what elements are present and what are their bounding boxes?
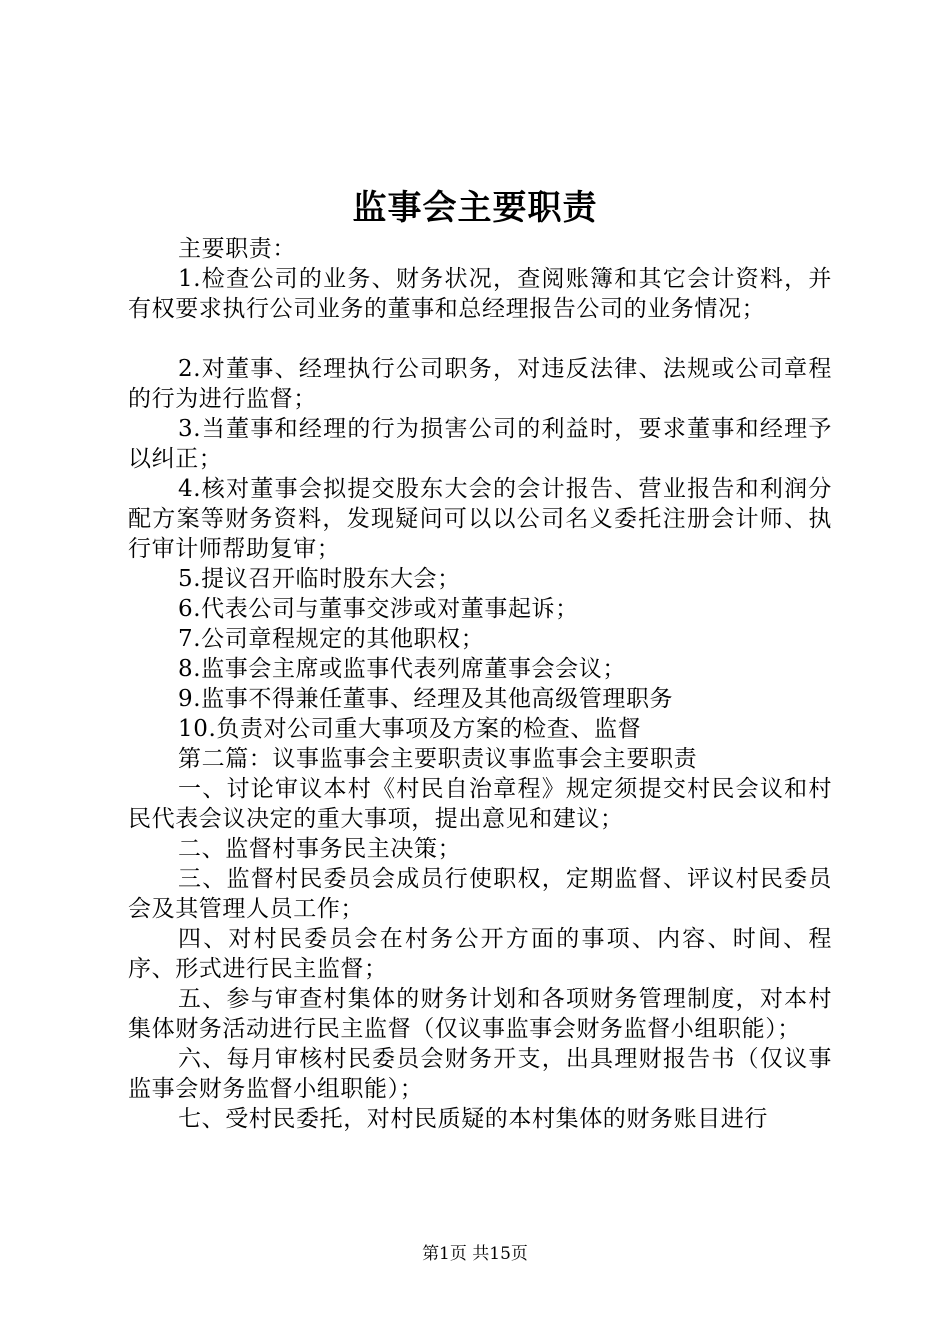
paragraph-part2-3: 三、监督村民委员会成员行使职权，定期监督、评议村民委员会及其管理人员工作；: [128, 866, 832, 922]
paragraph-part2-4: 四、对村民委员会在村务公开方面的事项、内容、时间、程序、形式进行民主监督；: [128, 926, 832, 982]
paragraph-item-6: 6.代表公司与董事交涉或对董事起诉；: [178, 596, 579, 622]
paragraph-item-9: 9.监事不得兼任董事、经理及其他高级管理职务: [178, 686, 674, 712]
paragraph-item-7: 7.公司章程规定的其他职权；: [178, 626, 485, 652]
paragraph-heading: 主要职责：: [178, 236, 296, 262]
paragraph-item-10: 10.负责对公司重大事项及方案的检查、监督: [178, 716, 642, 742]
paragraph-part2-2: 二、监督村事务民主决策；: [178, 836, 462, 862]
paragraph-item-8: 8.监事会主席或监事代表列席董事会会议；: [178, 656, 626, 682]
paragraph-part2-5: 五、参与审查村集体的财务计划和各项财务管理制度，对本村集体财务活动进行民主监督（仅议事监事会财务监督小组职能）；: [128, 986, 832, 1042]
paragraph-item-1: 1.检查公司的业务、财务状况，查阅账簿和其它会计资料，并有权要求执行公司业务的董事和总经理报告公司的业务情况；: [128, 266, 832, 322]
paragraph-item-5: 5.提议召开临时股东大会；: [178, 566, 461, 592]
paragraph-part2-7: 七、受村民委托，对村民质疑的本村集体的财务账目进行: [178, 1106, 768, 1132]
section-heading-part-2: 第二篇：议事监事会主要职责议事监事会主要职责: [178, 746, 698, 772]
paragraph-item-3: 3.当董事和经理的行为损害公司的利益时，要求董事和经理予以纠正；: [128, 416, 832, 472]
paragraph-item-4: 4.核对董事会拟提交股东大会的会计报告、营业报告和利润分配方案等财务资料，发现疑问可以以公司名义委托注册会计师、执行审计师帮助复审；: [128, 476, 832, 562]
paragraph-item-2: 2.对董事、经理执行公司职务，对违反法律、法规或公司章程的行为进行监督；: [128, 356, 832, 412]
page-title: 监事会主要职责: [352, 188, 598, 228]
document-body: [128, 234, 832, 1134]
paragraph-part2-6: 六、每月审核村民委员会财务开支，出具理财报告书（仅议事监事会财务监督小组职能）；: [128, 1046, 832, 1102]
page-footer: 第1页 共15页: [422, 1244, 528, 1264]
blank-line: [128, 324, 832, 354]
paragraph-part2-1: 一、讨论审议本村《村民自治章程》规定须提交村民会议和村民代表会议决定的重大事项，提出意见和建议；: [128, 776, 832, 832]
